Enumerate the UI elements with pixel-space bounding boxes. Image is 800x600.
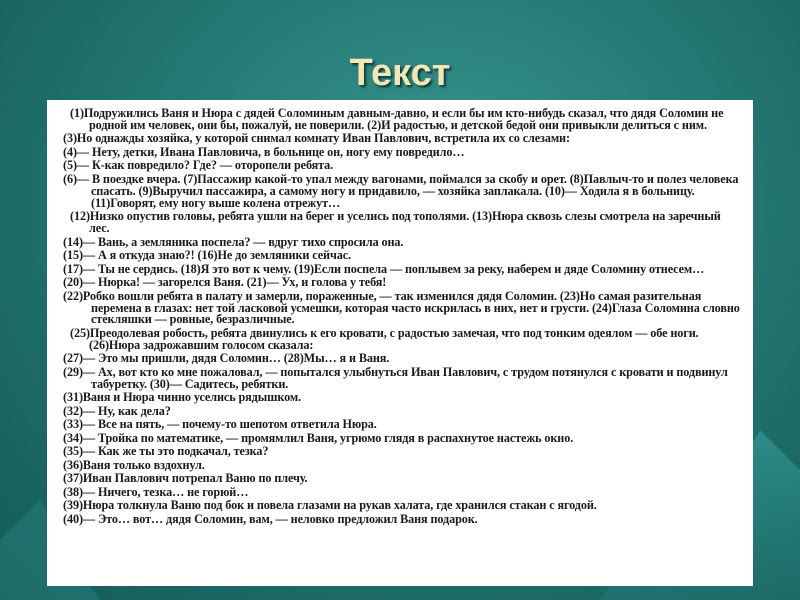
- text-paragraph: (4)— Нету, детки, Ивана Павловича, в больнице он, ногу ему повредило…: [63, 144, 465, 159]
- text-paragraph: (1)Подружились Ваня и Нюра с дядей Соломиным давным-давно, и если бы им кто-нибудь сказал, что дядя Соломин не родной им человек, они бы, пожалуй, не поверили. (2)И радостью, и детской бедой они привыкли делиться с ним.: [70, 106, 724, 132]
- text-paragraph: (6)— В поездке вчера. (7)Пассажир какой-то упал между вагонами, поймался за скобу и орет. (8)Павлыч-то и полез человека спасать. (9)Выручил пассажира, а самому ногу и придавило, — хозяйка заплакала. (10)— Ходила я в больницу. (11)Говорят, ему ногу выше колена отрежут…: [63, 171, 739, 210]
- text-paragraph: (33)— Все на пять, — почему-то шепотом ответила Нюра.: [63, 417, 377, 432]
- text-paragraph: (31)Ваня и Нюра чинно уселись рядышком.: [63, 390, 302, 405]
- text-paragraph: (32)— Ну, как дела?: [63, 403, 171, 418]
- text-paragraph: (40)— Это… вот… дядя Соломин, вам, — неловко предложил Ваня подарок.: [63, 511, 478, 526]
- text-paragraph: (34)— Тройка по математике, — промямлил Ваня, угрюмо глядя в распахнутое настежь окно.: [63, 430, 574, 445]
- text-paragraph: (3)Но однажды хозяйка, у которой снимал комнату Иван Павлович, встретила их со слезами:: [63, 131, 570, 146]
- text-paragraph: (15)— А я откуда знаю?! (16)Не до земляники сейчас.: [63, 248, 351, 263]
- text-paragraph: (38)— Ничего, тезка… не горюй…: [63, 484, 249, 499]
- text-paragraph: (20)— Нюрка! — загорелся Ваня. (21)— Ух, и голова у тебя!: [63, 275, 387, 290]
- text-paragraph: (14)— Вань, а земляника поспела? — вдруг тихо спросила она.: [63, 234, 404, 249]
- text-paragraph: (22)Робко вошли ребята в палату и замерли, пораженные, — так изменился дядя Соломин. (23)Но самая разительная перемена в глазах: нет той ласковой усмешки, которая часто искрилась в них, нет и грусти. (24)Глаза Соломина словно стекляшки — ровные, безразличные.: [63, 288, 740, 327]
- text-paragraph: (39)Нюра толкнула Ваню под бок и повела глазами на рукав халата, где хранился стакан с ягодой.: [63, 498, 597, 513]
- text-paragraph: (5)— К-как повредило? Где? — оторопели ребята.: [63, 158, 334, 173]
- text-paragraph: (35)— Как же ты это подкачал, тезка?: [63, 444, 269, 459]
- text-panel: [47, 100, 753, 586]
- text-paragraph: (17)— Ты не сердись. (18)Я это вот к чему. (19)Если поспела — поплывем за реку, наберем и дяде Соломину отнесем…: [63, 261, 705, 276]
- slide-title: Текст: [349, 52, 451, 94]
- text-paragraph: (36)Ваня только вздохнул.: [63, 457, 205, 472]
- text-paragraph: (37)Иван Павлович потрепал Ваню по плечу.: [63, 471, 308, 486]
- text-paragraph: (12)Низко опустив головы, ребята ушли на берег и уселись под тополями. (13)Нюра сквозь слезы смотрела на заречный лес.: [70, 209, 721, 236]
- text-paragraph: (27)— Это мы пришли, дядя Соломин… (28)Мы… я и Ваня.: [63, 351, 390, 366]
- text-paragraph: (29)— Ах, вот кто ко мне пожаловал, — попытался улыбнуться Иван Павлович, с трудом потянулся с кровати и подвинул табуретку. (30)— Садитесь, ребятки.: [63, 364, 728, 391]
- text-paragraph: (25)Преодолевая робость, ребята двинулись к его кровати, с радостью замечая, что под тонким одеялом — обе ноги. (26)Нюра задрожавшим голосом сказала:: [70, 325, 699, 352]
